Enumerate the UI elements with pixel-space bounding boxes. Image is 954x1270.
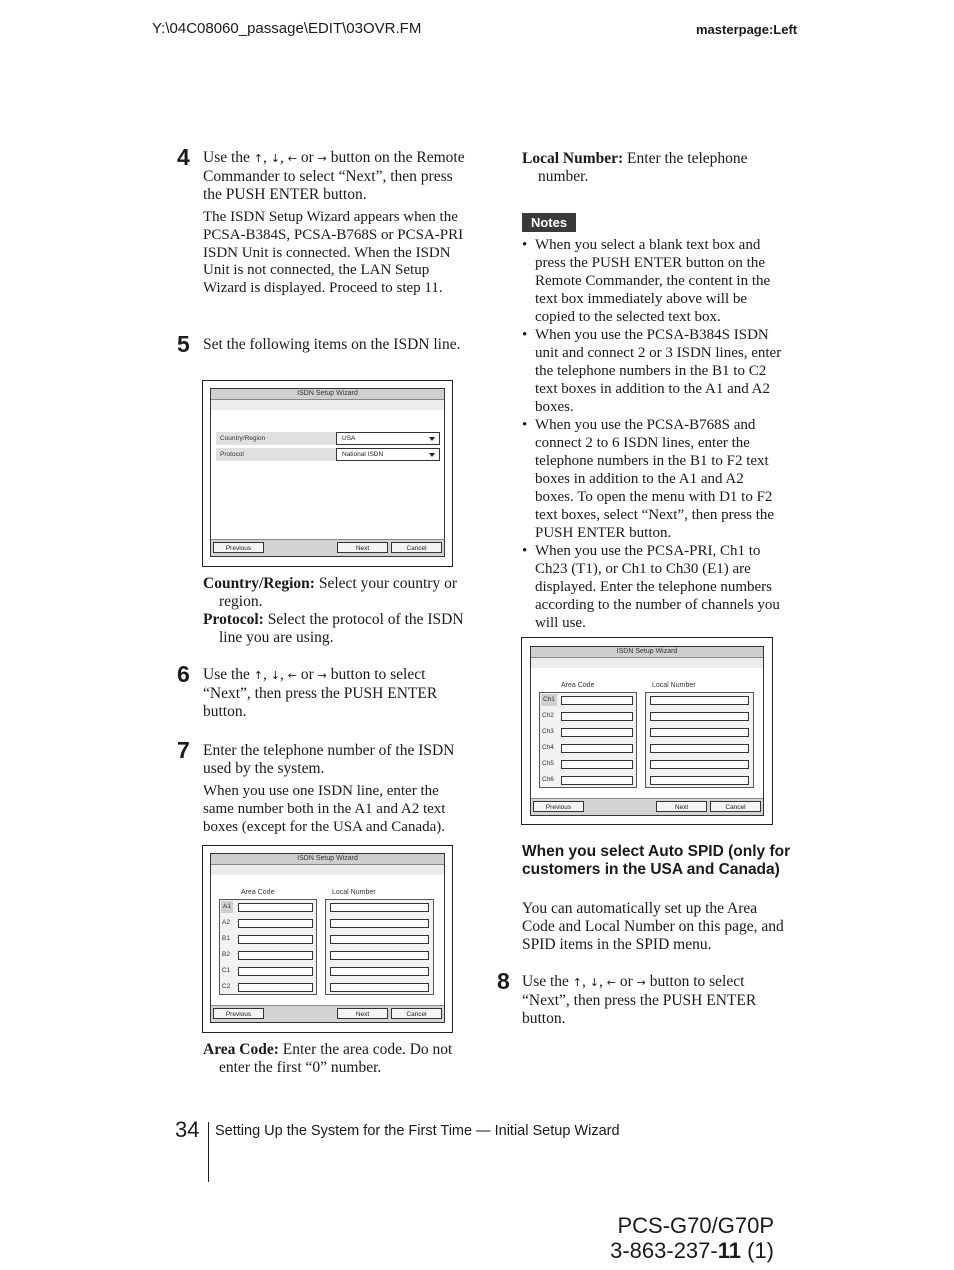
cancel-button[interactable]: Cancel <box>391 542 442 553</box>
up-arrow-icon: ↑ <box>253 152 264 165</box>
area-code-input-c2[interactable] <box>238 983 313 992</box>
model-number <box>610 1213 774 1263</box>
area-code-group <box>219 899 317 995</box>
window-title: ISDN Setup Wizard <box>211 854 444 865</box>
right-arrow-icon: → <box>636 976 646 989</box>
down-arrow-icon: ↓ <box>270 152 280 165</box>
right-arrow-icon: → <box>317 669 327 682</box>
step-6-instruction: Use the ↑, ↓, ← or → button to select “Next”, then press the PUSH ENTER button. <box>203 666 438 720</box>
step-6-number: 6 <box>177 661 190 687</box>
step-4-body: The ISDN Setup Wizard appears when the PCSA-B384S, PCSA-B768S or PCSA-PRI ISDN Unit is connected. When the ISDN Unit is not connected, the LAN Setup Wizard is displayed. Proceed to step 11. <box>203 209 464 297</box>
up-arrow-icon: ↑ <box>572 976 583 989</box>
local-number-input-a2[interactable] <box>330 919 429 928</box>
local-number-input-ch1[interactable] <box>650 696 749 705</box>
area-code-input-ch5[interactable] <box>561 760 633 769</box>
step-5-number: 5 <box>177 331 190 357</box>
area-code-header: Area Code <box>241 889 275 896</box>
local-number-input-b2[interactable] <box>330 951 429 960</box>
local-number-input-c2[interactable] <box>330 983 429 992</box>
row-label-ch4: Ch4 <box>542 744 554 751</box>
area-code-input-ch1[interactable] <box>561 696 633 705</box>
area-code-input-ch6[interactable] <box>561 776 633 785</box>
area-code-input-a2[interactable] <box>238 919 313 928</box>
local-number-input-ch6[interactable] <box>650 776 749 785</box>
step-4-lead: Use the <box>203 149 250 166</box>
next-button[interactable]: Next <box>656 801 707 812</box>
row-label-b1: B1 <box>222 935 230 942</box>
definition-local-number-block <box>522 150 784 186</box>
window-title: ISDN Setup Wizard <box>531 647 763 658</box>
next-button[interactable]: Next <box>337 542 388 553</box>
area-code-input-b2[interactable] <box>238 951 313 960</box>
auto-spid-heading: When you select Auto SPID (only for customers in the USA and Canada) <box>522 843 791 878</box>
local-number-header: Local Number <box>332 889 376 896</box>
row-label-ch1: Ch1 <box>541 694 557 706</box>
chevron-down-icon <box>429 453 435 457</box>
previous-button[interactable]: Previous <box>533 801 584 812</box>
row-label-ch6: Ch6 <box>542 776 554 783</box>
definition-country-region: Country/Region: Select your country or region. <box>203 575 457 610</box>
area-code-input-ch4[interactable] <box>561 744 633 753</box>
step-7-instruction: Enter the telephone number of the ISDN used by the system. <box>203 742 455 777</box>
wizard-screenshot-country <box>202 380 453 567</box>
left-arrow-icon: ← <box>287 669 297 682</box>
definitions-country-protocol <box>203 575 465 647</box>
note-item: • When you use the PCSA-PRI, Ch1 to Ch23 (T1), or Ch1 to Ch30 (E1) are displayed. Enter the telephone numbers according to the number of channels you will use. <box>522 542 784 632</box>
local-number-input-ch3[interactable] <box>650 728 749 737</box>
file-path: Y:\04C08060_passage\EDIT\03OVR.FM <box>152 20 422 37</box>
row-label-ch2: Ch2 <box>542 712 554 719</box>
protocol-label: Protocol <box>216 448 336 461</box>
down-arrow-icon: ↓ <box>589 976 599 989</box>
local-number-input-a1[interactable] <box>330 903 429 912</box>
row-label-b2: B2 <box>222 951 230 958</box>
local-number-input-ch2[interactable] <box>650 712 749 721</box>
step-5-instruction: Set the following items on the ISDN line. <box>203 336 461 353</box>
up-arrow-icon: ↑ <box>253 669 264 682</box>
area-code-input-ch2[interactable] <box>561 712 633 721</box>
left-arrow-icon: ← <box>287 152 297 165</box>
local-number-input-ch5[interactable] <box>650 760 749 769</box>
page-number: 34 <box>175 1117 200 1142</box>
row-label-c2: C2 <box>222 983 231 990</box>
auto-spid-body: You can automatically set up the Area Code and Local Number on this page, and SPID items in the SPID menu. <box>522 900 784 953</box>
local-number-group <box>325 899 434 995</box>
previous-button[interactable]: Previous <box>213 542 264 553</box>
note-item: • When you use the PCSA-B768S and connect 2 to 6 ISDN lines, enter the telephone numbers in the B1 to F2 text boxes in addition to the A1 and A2 boxes. To open the menu with D1 to F2 text boxes, select “Next”, then press the PUSH ENTER button. <box>522 416 784 542</box>
window-title: ISDN Setup Wizard <box>211 389 444 400</box>
local-number-header: Local Number <box>652 682 696 689</box>
local-number-group <box>645 692 754 788</box>
country-region-label: Country/Region <box>216 432 336 445</box>
previous-button[interactable]: Previous <box>213 1008 264 1019</box>
model-line-2: 3-863-237-11 (1) <box>610 1238 774 1263</box>
local-number-input-c1[interactable] <box>330 967 429 976</box>
isdn-wizard-window <box>530 646 764 816</box>
row-label-ch5: Ch5 <box>542 760 554 767</box>
step-4-instruction: Use the ↑, ↓, ← or → button on the Remote Commander to select “Next”, then press the PUSH ENTER button. <box>203 149 465 203</box>
definition-area-code-block <box>203 1041 465 1077</box>
definition-area-code: Area Code: Enter the area code. Do not enter the first “0” number. <box>203 1041 453 1076</box>
area-code-header: Area Code <box>561 682 595 689</box>
local-number-input-ch4[interactable] <box>650 744 749 753</box>
isdn-wizard-window <box>210 853 445 1023</box>
masterpage-label: masterpage:Left <box>696 22 798 37</box>
cancel-button[interactable]: Cancel <box>710 801 761 812</box>
step-8-instruction: Use the ↑, ↓, ← or → button to select “Next”, then press the PUSH ENTER button. <box>522 973 757 1027</box>
area-code-input-ch3[interactable] <box>561 728 633 737</box>
row-label-ch3: Ch3 <box>542 728 554 735</box>
protocol-select[interactable]: National ISDN <box>336 448 440 461</box>
footer-section-title: Setting Up the System for the First Time — Initial Setup Wizard <box>215 1123 620 1139</box>
notes-badge: Notes <box>522 213 576 232</box>
note-item: • When you select a blank text box and press the PUSH ENTER button on the Remote Commander, the content in the text box immediately above will be copied to the selected text box. <box>522 236 784 326</box>
area-code-group <box>539 692 637 788</box>
row-label-a1: A1 <box>221 901 233 913</box>
footer-divider <box>208 1122 209 1182</box>
area-code-input-b1[interactable] <box>238 935 313 944</box>
area-code-input-c1[interactable] <box>238 967 313 976</box>
step-4-number: 4 <box>177 144 190 170</box>
step-8-number: 8 <box>497 968 510 994</box>
next-button[interactable]: Next <box>337 1008 388 1019</box>
area-code-input-a1[interactable] <box>238 903 313 912</box>
note-item: • When you use the PCSA-B384S ISDN unit and connect 2 or 3 ISDN lines, enter the telephone numbers in the B1 to C2 text boxes in addition to the A1 and A2 boxes. <box>522 326 784 416</box>
wizard-screenshot-channels <box>521 637 773 825</box>
cancel-button[interactable]: Cancel <box>391 1008 442 1019</box>
definition-protocol: Protocol: Select the protocol of the ISDN line you are using. <box>203 611 464 646</box>
country-region-select[interactable]: USA <box>336 432 440 445</box>
model-line-1: PCS-G70/G70P <box>617 1213 774 1238</box>
step-7-body: When you use one ISDN line, enter the same number both in the A1 and A2 text boxes (except for the USA and Canada). <box>203 783 446 835</box>
row-label-c1: C1 <box>222 967 231 974</box>
down-arrow-icon: ↓ <box>270 669 280 682</box>
left-arrow-icon: ← <box>606 976 616 989</box>
row-label-a2: A2 <box>222 919 230 926</box>
chevron-down-icon <box>429 437 435 441</box>
definition-local-number: Local Number: Enter the telephone number. <box>522 150 748 185</box>
right-arrow-icon: → <box>317 152 327 165</box>
wizard-screenshot-a1-c2 <box>202 845 453 1033</box>
isdn-wizard-window <box>210 388 445 557</box>
notes-list <box>522 236 784 632</box>
step-7-number: 7 <box>177 737 190 763</box>
local-number-input-b1[interactable] <box>330 935 429 944</box>
